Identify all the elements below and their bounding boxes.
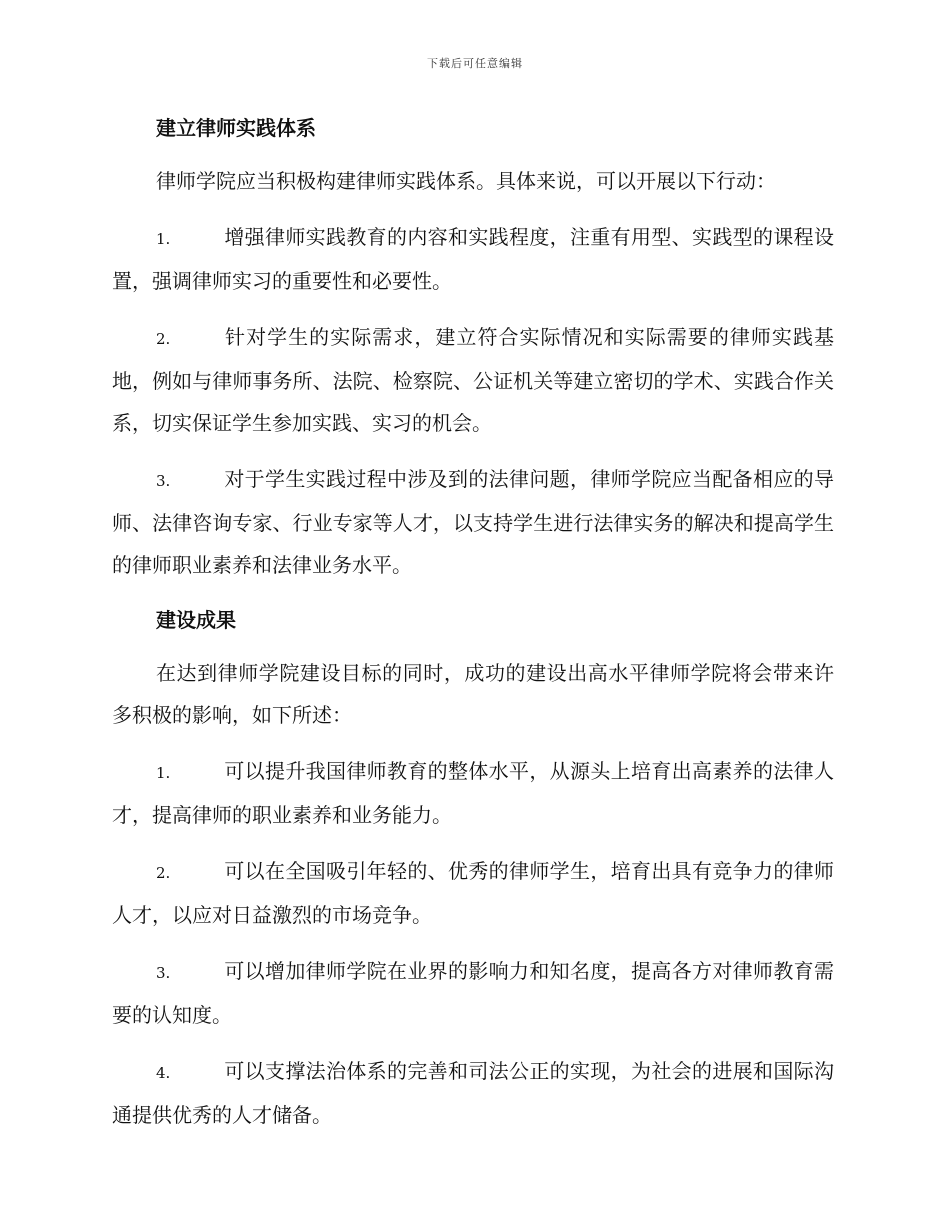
list-item <box>112 316 834 444</box>
list-item-text: 对于学生实践过程中涉及到的法律问题，律师学院应当配备相应的导师、法律咨询专家、行业专家等人才，以支持学生进行法律实务的解决和提高学生的律师职业素养和法律业务水平。 <box>112 467 834 577</box>
list-item-text: 可以支撑法治体系的完善和司法公正的实现，为社会的进展和国际沟通提供优秀的人才储备。 <box>112 1059 834 1127</box>
section-heading-practice-system: 建立律师实践体系 <box>156 116 316 140</box>
list-item-number: 2. <box>156 864 171 882</box>
list-item-number: 3. <box>156 964 171 982</box>
list-item <box>112 216 834 302</box>
section-heading-results: 建设成果 <box>156 608 236 632</box>
section-intro-practice-system: 律师学院应当积极构建律师实践体系。具体来说，可以开展以下行动： <box>156 169 776 193</box>
list-item-text: 可以提升我国律师教育的整体水平，从源头上培育出高素养的法律人才，提高律师的职业素养和业务能力。 <box>112 759 834 827</box>
list-item <box>112 750 834 836</box>
list-item <box>112 1050 834 1136</box>
list-item <box>112 850 834 936</box>
document-body <box>112 108 834 1136</box>
list-item <box>112 950 834 1036</box>
header-note: 下载后可任意编辑 <box>427 57 523 70</box>
list-item-number: 1. <box>156 764 171 782</box>
list-item-number: 3. <box>156 472 171 490</box>
list-item <box>112 458 834 586</box>
list-item-text: 针对学生的实际需求，建立符合实际情况和实际需要的律师实践基地，例如与律师事务所、法院、检察院、公证机关等建立密切的学术、实践合作关系，切实保证学生参加实践、实习的机会。 <box>112 325 834 435</box>
list-item-number: 4. <box>156 1064 171 1082</box>
list-item-text: 可以在全国吸引年轻的、优秀的律师学生，培育出具有竞争力的律师人才，以应对日益激烈的市场竞争。 <box>112 859 834 927</box>
list-item-number: 1. <box>156 230 171 248</box>
list-item-text: 增强律师实践教育的内容和实践程度，注重有用型、实践型的课程设置，强调律师实习的重要性和必要性。 <box>112 225 834 293</box>
section-intro-results: 在达到律师学院建设目标的同时，成功的建设出高水平律师学院将会带来许多积极的影响，如下所述： <box>112 661 834 727</box>
list-item-text: 可以增加律师学院在业界的影响力和知名度，提高各方对律师教育需要的认知度。 <box>112 959 834 1027</box>
list-item-number: 2. <box>156 330 171 348</box>
